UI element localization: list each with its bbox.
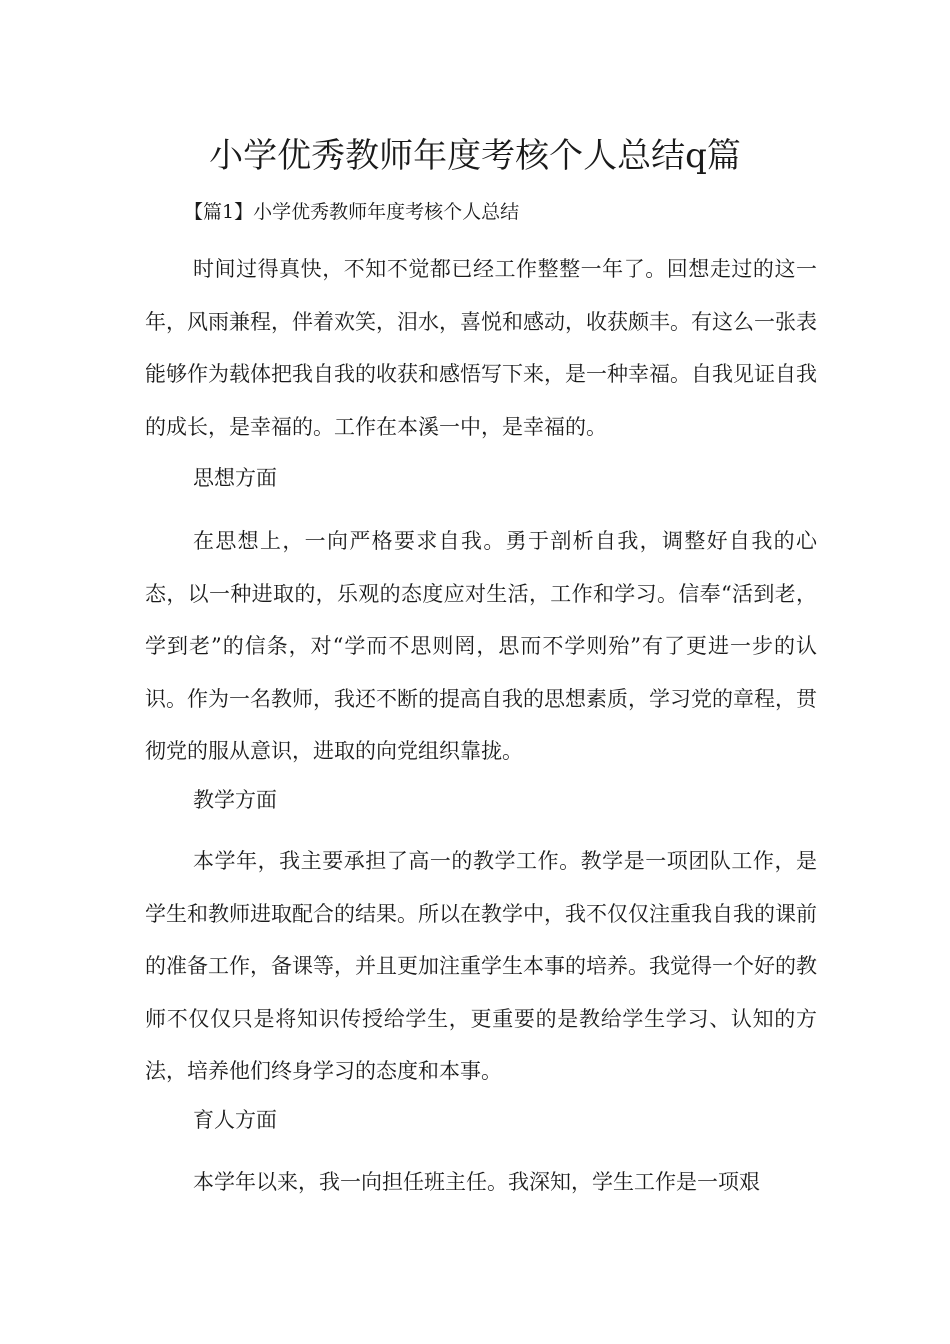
document-title: 小学优秀教师年度考核个人总结q篇 [209,136,741,176]
section-subtitle: 【篇1】小学优秀教师年度考核个人总结 [184,201,520,223]
heading-education: 育人方面 [193,1108,277,1132]
heading-thought: 思想方面 [193,466,277,490]
paragraph-education: 本学年以来，我一向担任班主任。我深知，学生工作是一项艰 [193,1170,760,1194]
paragraph-intro: 时间过得真快，不知不觉都已经工作整整一年了。回想走过的这一年，风雨兼程，伴着欢笑，泪水，喜悦和感动，收获颇丰。有这么一张表能够作为载体把我自我的收获和感悟写下来，是一种幸福。自我见证自我的成长，是幸福的。工作在本溪一中，是幸福的。 [145,257,817,439]
paragraph-thought: 在思想上，一向严格要求自我。勇于剖析自我，调整好自我的心态，以一种进取的，乐观的态度应对生活，工作和学习。信奉“活到老，学到老”的信条，对“学而不思则罔，思而不学则殆”有了更进一步的认识。作为一名教师，我还不断的提高自我的思想素质，学习党的章程，贯彻党的服从意识，进取的向党组织靠拢。 [145,529,817,763]
heading-teaching: 教学方面 [193,788,277,812]
paragraph-teaching: 本学年，我主要承担了高一的教学工作。教学是一项团队工作，是学生和教师进取配合的结果。所以在教学中，我不仅仅注重我自我的课前的准备工作，备课等，并且更加注重学生本事的培养。我觉得一个好的教师不仅仅只是将知识传授给学生，更重要的是教给学生学习、认知的方法，培养他们终身学习的态度和本事。 [145,849,817,1083]
